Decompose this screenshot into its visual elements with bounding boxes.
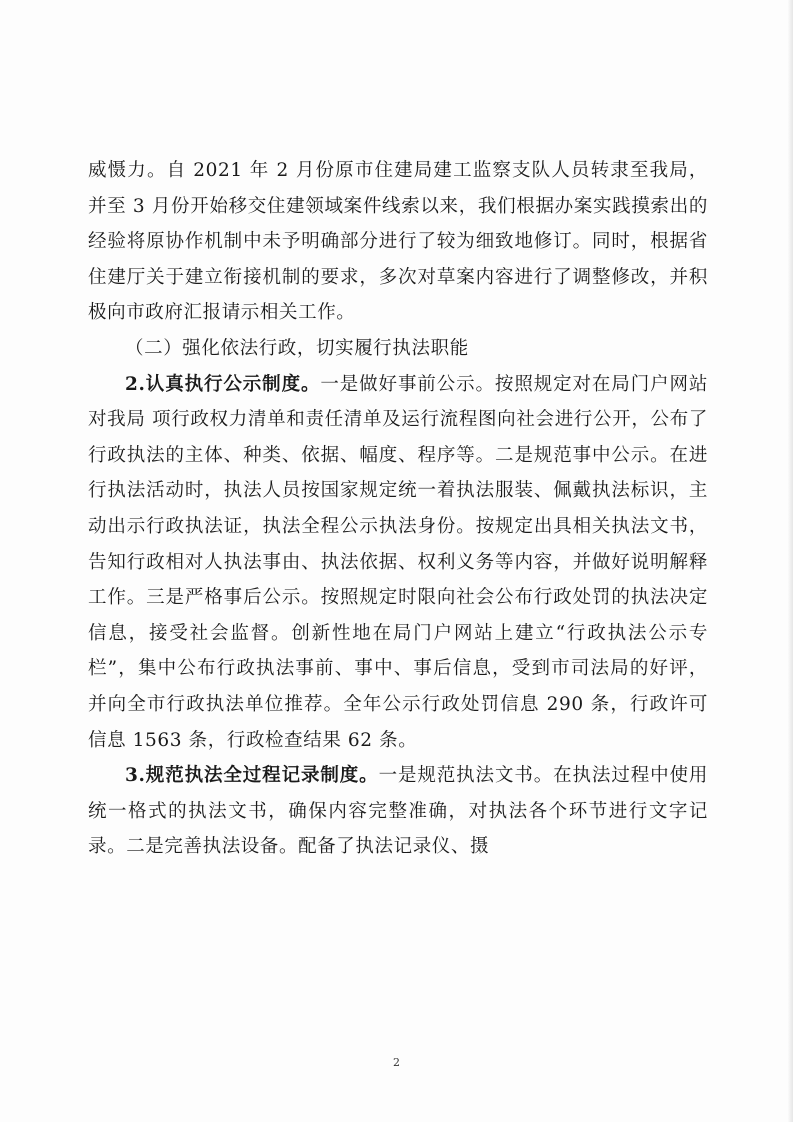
paragraph-title-publicity: 2.认真执行公示制度。 xyxy=(125,373,321,395)
paragraph-body-recording: 一是规范执法文书。在执法过程中使用统一格式的执法文书，确保内容完整准确，对执法各个环节进行文字记录。二是完善执法设备。配备了执法记录仪、摄 xyxy=(88,765,708,858)
paragraph-continued: 威慑力。自 2021 年 2 月份原市住建局建工监察支队人员转隶至我局，并至 3 月份开始移交住建领域案件线索以来，我们根据办案实践摸索出的经验将原协作机制中未予明确部分进行了较为细致地修订。同时，根据省住建厅关于建立衔接机制的要求，多次对草案内容进行了调整修改，并积极向市政府汇报请示相关工作。 xyxy=(88,160,708,324)
paragraph-body-publicity: 一是做好事前公示。按照规定对在局门户网站对我局 项行政权力清单和责任清单及运行流程图向社会进行公开，公布了行政执法的主体、种类、依据、幅度、程序等。二是规范事中公示。在进行执法活动时，执法人员按国家规定统一着执法服装、佩戴执法标识，主动出示行政执法证，执法全程公示执法身份。按规定出具相关执法文书，告知行政相对人执法事由、执法依据、权利义务等内容，并做好说明解释工作。三是严格事后公示。按照规定时限向社会公布行政处罚的执法决定信息，接受社会监督。创新性地在局门户网站上建立“行政执法公示专栏”，集中公布行政执法事前、事中、事后信息，受到市司法局的好评，并向全市行政执法单位推荐。全年公示行政处罚信息 290 条，行政许可信息 1563 条，行政检查结果 62 条。 xyxy=(88,373,708,751)
paragraph-title-recording: 3.规范执法全过程记录制度。 xyxy=(125,765,379,787)
section-heading: （二）强化依法行政，切实履行执法职能 xyxy=(125,337,469,359)
paragraph-publicity-system xyxy=(88,367,708,759)
scan-edge-shadow xyxy=(787,0,793,1122)
document-body xyxy=(88,153,708,865)
paragraph-recording-system xyxy=(88,758,708,865)
page-number: 2 xyxy=(393,1056,400,1069)
